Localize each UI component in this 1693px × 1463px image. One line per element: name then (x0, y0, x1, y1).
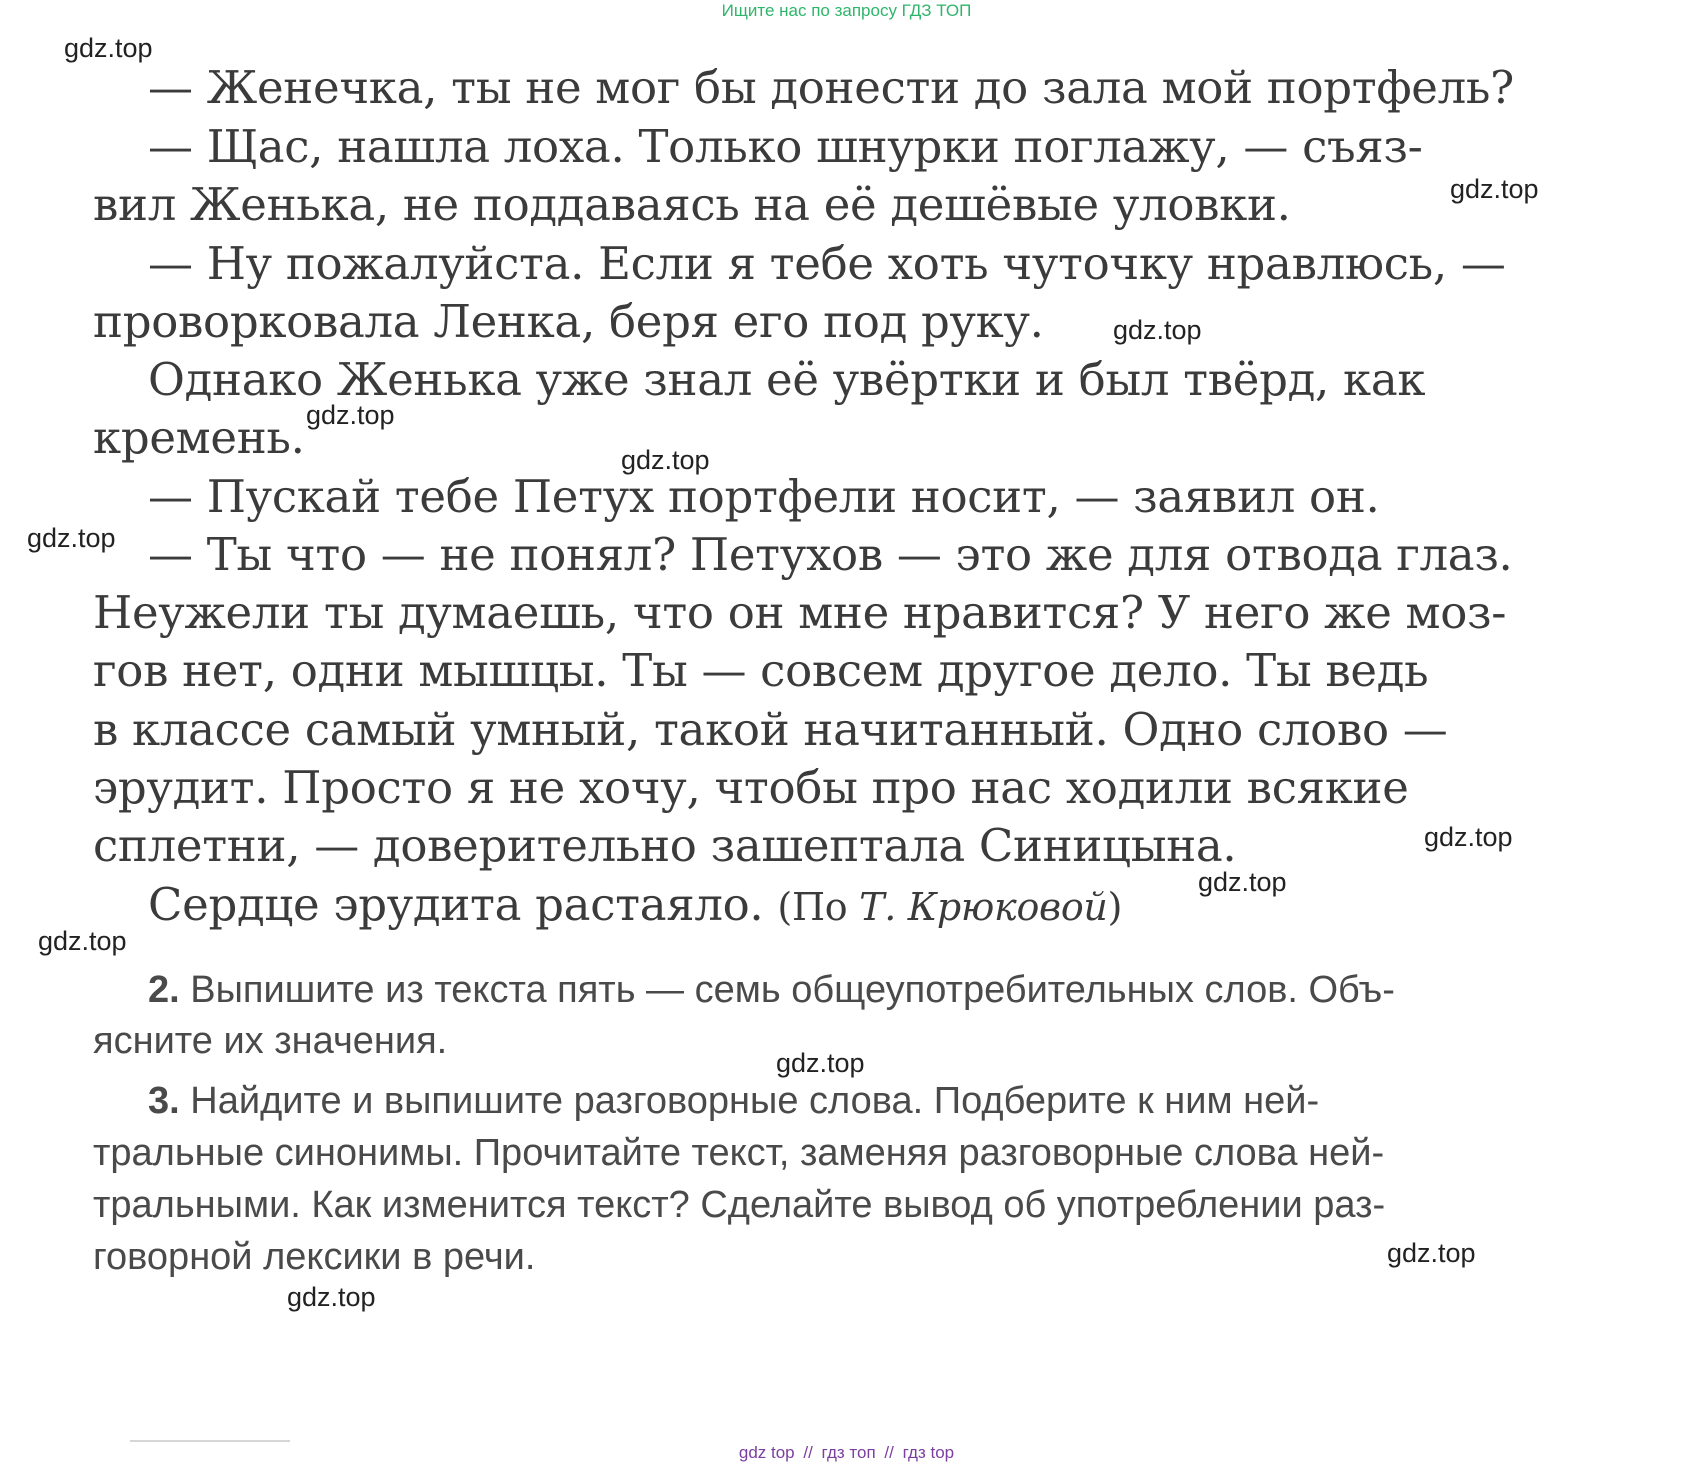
watermark-10: gdz.top (776, 1048, 865, 1078)
story-line-1: — Женечка, ты не мог бы донести до зала мой портфель? (148, 61, 1514, 114)
task3-line-2: тральные синонимы. Прочитайте текст, заменяя разговорные слова ней- (93, 1132, 1385, 1174)
watermark-4: gdz.top (306, 400, 395, 430)
story-line-10: Неужели ты думаешь, что он мне нравится? У него же моз- (93, 586, 1507, 639)
story-line-4: — Ну пожалуйста. Если я тебе хоть чуточку нравлюсь, — (148, 237, 1506, 290)
watermark-12: gdz.top (287, 1282, 376, 1312)
watermark-8: gdz.top (1198, 867, 1287, 897)
attribution-author: Т. Крюковой (859, 885, 1108, 929)
story-line-7: кремень. (93, 411, 305, 464)
story-line-12: в классе самый умный, такой начитанный. Одно слово — (93, 703, 1448, 756)
task3-text-1: Найдите и выпишите разговорные слова. Подберите к ним ней- (190, 1080, 1320, 1122)
story-line-5: проворковала Ленка, беря его под руку. (93, 295, 1044, 348)
attribution-close: ) (1107, 885, 1123, 929)
task3-line-1 (148, 1073, 1319, 1129)
story-line-3: вил Женька, не поддаваясь на её дешёвые уловки. (93, 178, 1291, 231)
top-banner: Ищите нас по запросу ГДЗ ТОП (721, 1, 972, 20)
task2-number: 2. (148, 969, 180, 1011)
watermark-3: gdz.top (1113, 315, 1202, 345)
watermark-2: gdz.top (1450, 174, 1539, 204)
watermark-7: gdz.top (1424, 822, 1513, 852)
story-line-14: сплетни, — доверительно зашептала Синицына. (93, 819, 1237, 872)
attribution (777, 885, 1122, 929)
story-line-11: гов нет, одни мышцы. Ты — совсем другое дело. Ты ведь (93, 644, 1429, 697)
story-line-6: Однако Женька уже знал её увёртки и был твёрд, как (148, 353, 1426, 406)
footer-separator-1: // (803, 1443, 813, 1462)
footer-item-2: гдз топ (821, 1443, 876, 1462)
story-line-13: эрудит. Просто я не хочу, чтобы про нас ходили всякие (93, 761, 1409, 814)
watermark-11: gdz.top (1387, 1238, 1476, 1268)
watermark-5: gdz.top (621, 445, 710, 475)
task2-line-1 (148, 962, 1395, 1018)
watermark-9: gdz.top (38, 926, 127, 956)
story-line-8: — Пускай тебе Петух портфели носит, — заявил он. (148, 470, 1380, 523)
footer-item-1: gdz top (738, 1443, 795, 1462)
task3-line-4: говорной лексики в речи. (93, 1236, 536, 1278)
task2-text-1: Выпишите из текста пять — семь общеупотребительных слов. Объ- (190, 969, 1395, 1011)
scan-artifact-line (130, 1440, 290, 1442)
task3-number: 3. (148, 1080, 180, 1122)
story-line-15: Сердце эрудита растаяло. (148, 878, 764, 931)
footer-item-3: гдз top (902, 1443, 955, 1462)
footer-separator-2: // (884, 1443, 894, 1462)
bottom-banner (0, 1443, 1693, 1463)
story-line-2: — Щас, нашла лоха. Только шнурки поглажу, — съяз- (148, 120, 1423, 173)
watermark-1: gdz.top (64, 33, 153, 63)
task2-line-2: ясните их значения. (93, 1020, 448, 1062)
watermark-6: gdz.top (27, 523, 116, 553)
attribution-open: (По (777, 885, 860, 929)
story-final-line (148, 875, 1122, 937)
story-line-9: — Ты что — не понял? Петухов — это же для отвода глаз. (148, 528, 1513, 581)
task3-line-3: тральными. Как изменится текст? Сделайте вывод об употреблении раз- (93, 1184, 1386, 1226)
